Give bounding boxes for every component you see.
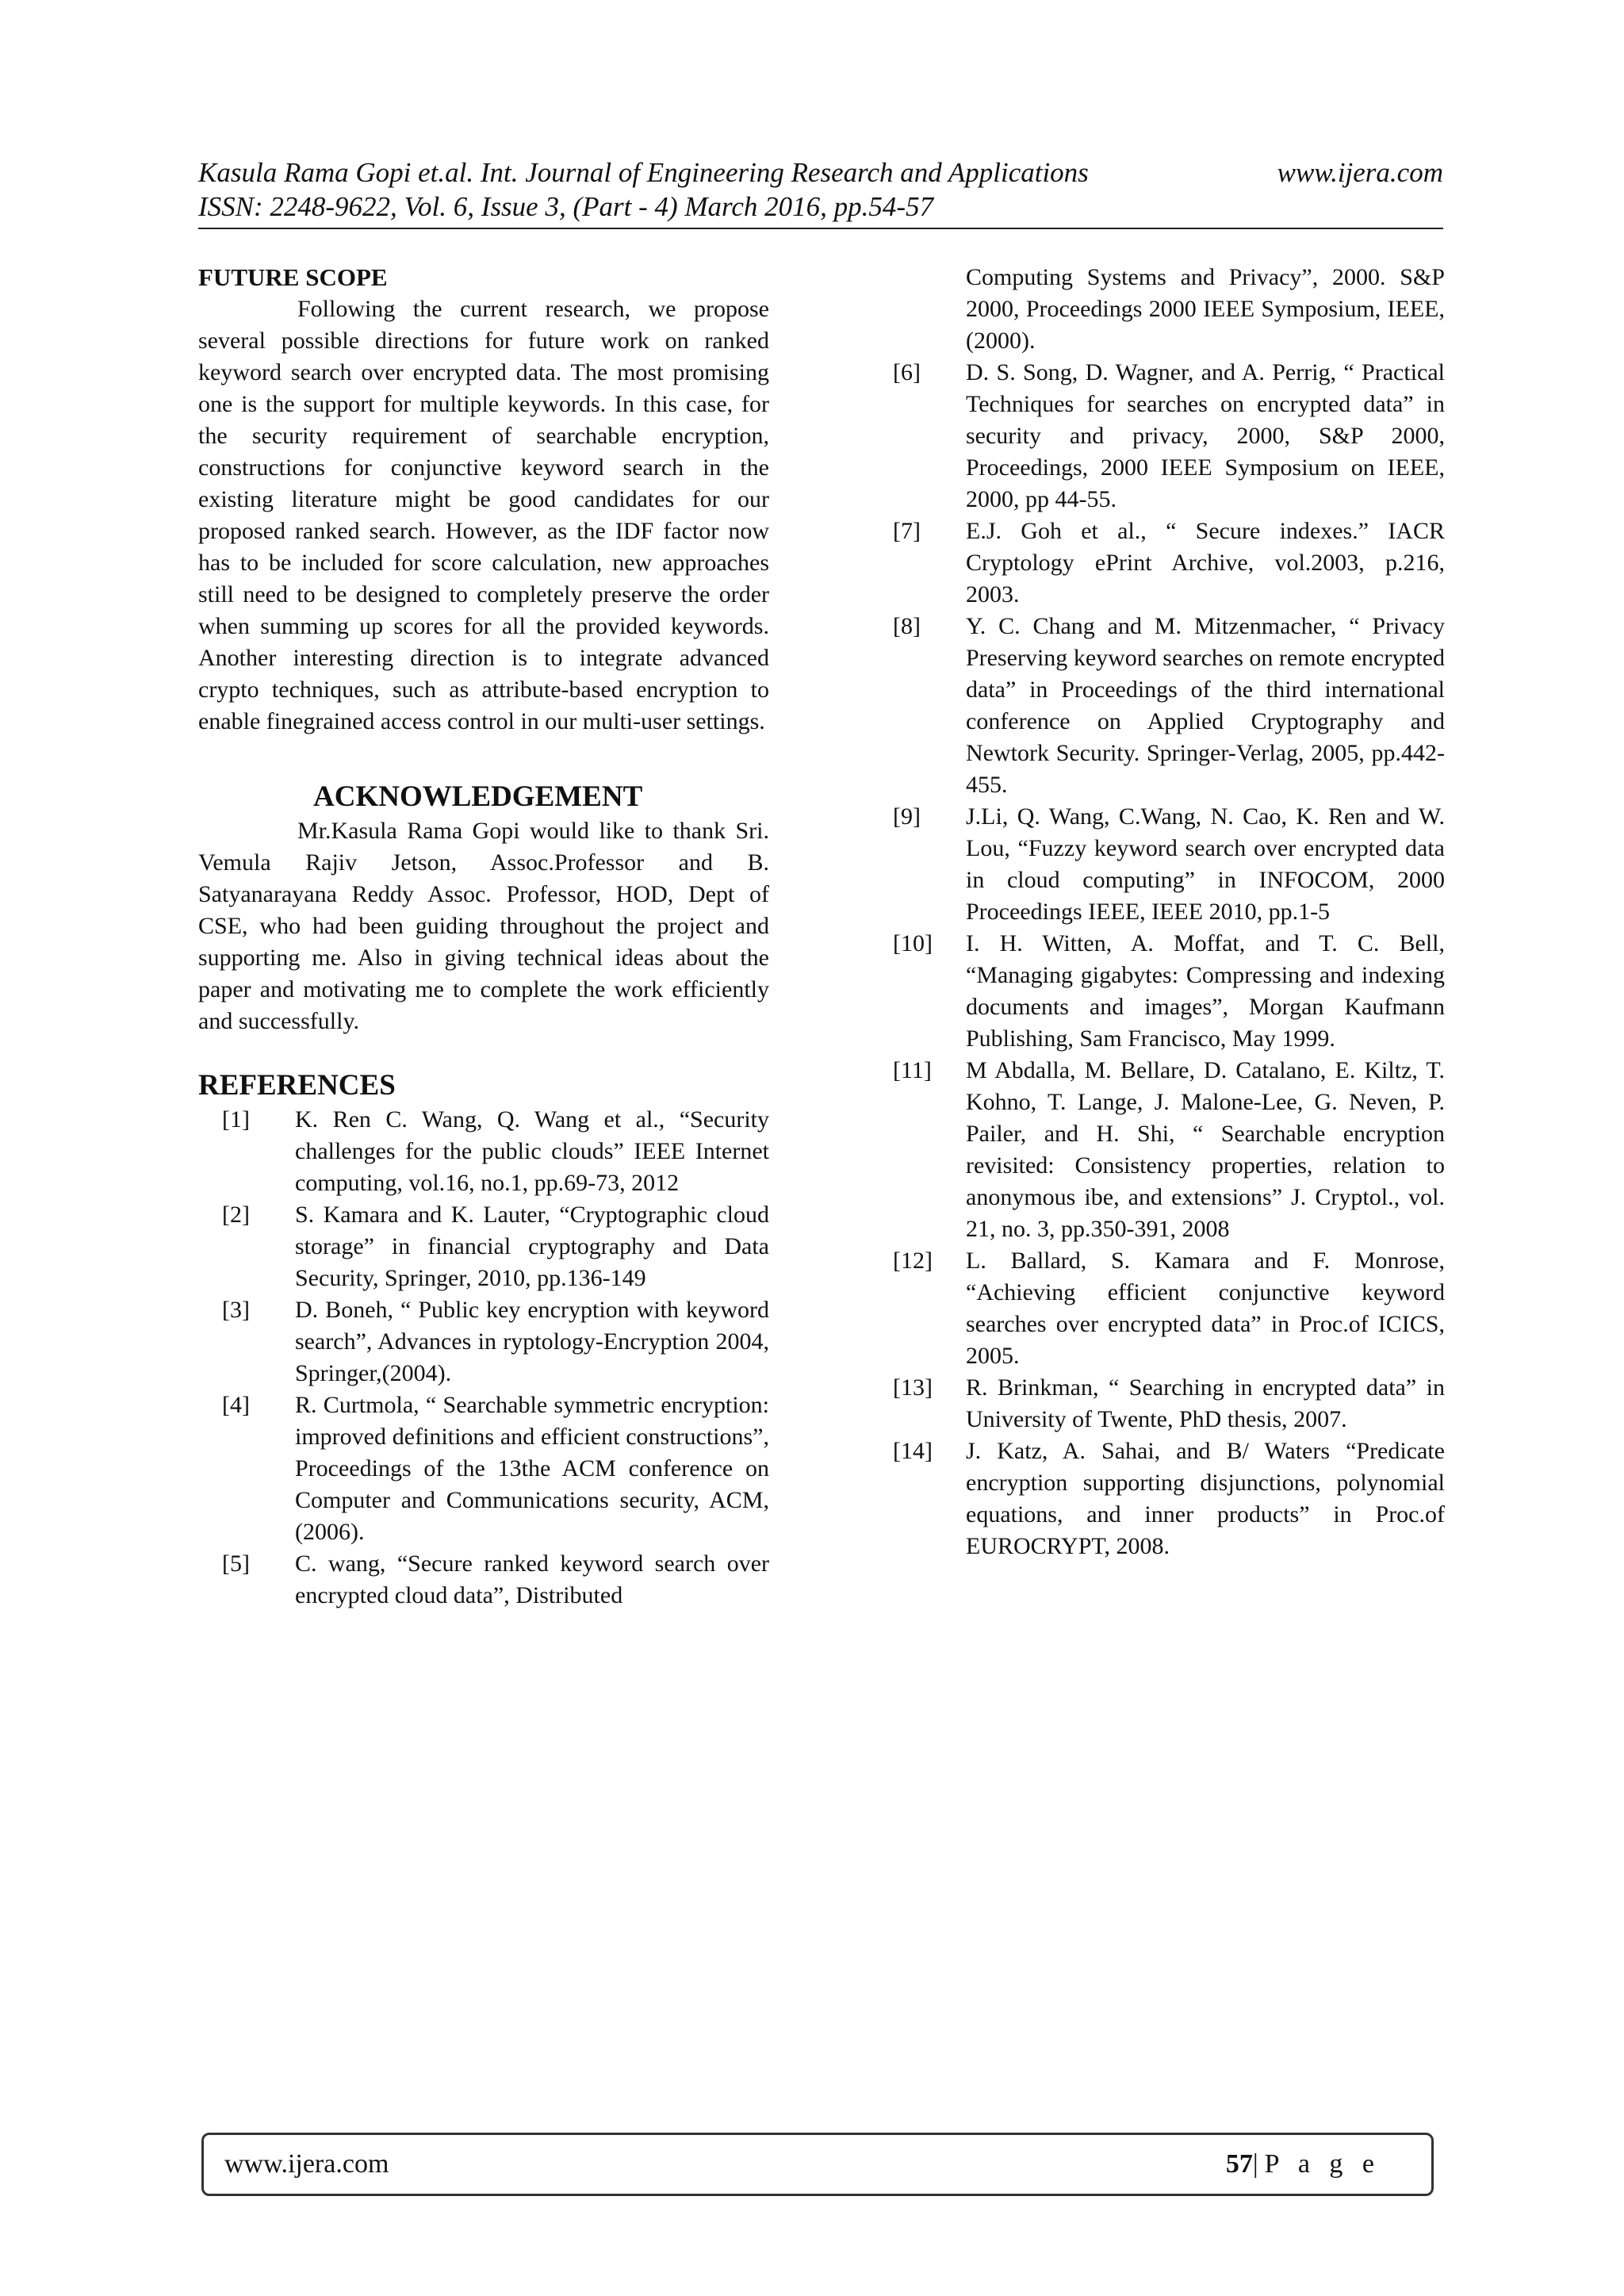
reference-number: [5] <box>222 1550 250 1577</box>
reference-text: M Abdalla, M. Bellare, D. Catalano, E. Kiltz, T. Kohno, T. Lange, J. Malone-Lee, G. Neven, P. Pailer, and H. Shi, “ Searchable encryption revisited: Consistency properties, relation to anonymous ibe, and extensions” J. Cryptol., vol. 21, no. 3, pp.350-391, 2008 <box>966 1057 1445 1242</box>
reference-item <box>890 516 1445 611</box>
reference-text: J.Li, Q. Wang, C.Wang, N. Cao, K. Ren and W. Lou, “Fuzzy keyword search over encrypted data in cloud computing” in INFOCOM, 2000 Proceedings IEEE, IEEE 2010, pp.1-5 <box>966 803 1445 925</box>
future-scope-heading: FUTURE SCOPE <box>198 263 388 291</box>
reference-number: [2] <box>222 1202 250 1228</box>
reference-number: [12] <box>893 1248 933 1274</box>
reference-text: R. Brinkman, “ Searching in encrypted data” in University of Twente, PhD thesis, 2007. <box>966 1374 1445 1432</box>
reference-text: C. wang, “Secure ranked keyword search over encrypted cloud data”, Distributed <box>295 1550 769 1608</box>
acknowledgement-body: Mr.Kasula Rama Gopi would like to thank Sri. Vemula Rajiv Jetson, Assoc.Professor and B. Satyanarayana Reddy Assoc. Professor, HOD, Dept of CSE, who had been guiding throughout the project and supporting me. Also in giving technical ideas about the paper and motivating me to complete the work efficiently and successfully. <box>198 818 769 1034</box>
reference-text: S. Kamara and K. Lauter, “Cryptographic cloud storage” in financial cryptography and Data Security, Springer, 2010, pp.136-149 <box>295 1202 769 1291</box>
reference-item <box>198 1294 769 1389</box>
page-number <box>1226 2149 1381 2179</box>
reference-number: [10] <box>893 930 933 956</box>
reference-text: E.J. Goh et al., “ Secure indexes.” IACR Cryptology ePrint Archive, vol.2003, p.216, 2003. <box>966 518 1445 608</box>
reference-item <box>890 1055 1445 1245</box>
journal-citation: Kasula Rama Gopi et.al. Int. Journal of Engineering Research and Applications <box>198 157 1089 188</box>
reference-text: D. S. Song, D. Wagner, and A. Perrig, “ Practical Techniques for searches on encrypted data” in security and privacy, 2000, S&P 2000, Proceedings, 2000 IEEE Symposium on IEEE, 2000, pp 44-55. <box>966 359 1445 512</box>
header-rule <box>198 228 1443 229</box>
page-label: |P a g e <box>1252 2149 1381 2179</box>
page-number-value: 57 <box>1225 2149 1253 2179</box>
reference-number: [6] <box>893 359 921 385</box>
reference-item <box>890 1245 1445 1372</box>
journal-url: www.ijera.com <box>1277 157 1443 188</box>
reference-item <box>198 1104 769 1199</box>
reference-number: [11] <box>893 1057 932 1083</box>
reference-item <box>198 1389 769 1548</box>
reference-number: [13] <box>893 1374 933 1401</box>
reference-number: [9] <box>893 803 921 830</box>
reference-text: J. Katz, A. Sahai, and B/ Waters “Predicate encryption supporting disjunctions, polynomial equations, and inner products” in Proc.of EUROCRYPT, 2008. <box>966 1438 1445 1559</box>
reference-text: K. Ren C. Wang, Q. Wang et al., “Security challenges for the public clouds” IEEE Internet computing, vol.16, no.1, pp.69-73, 2012 <box>295 1106 769 1196</box>
reference-text: R. Curtmola, “ Searchable symmetric encryption: improved definitions and efficient constructions”, Proceedings of the 13the ACM conference on Computer and Communications security, ACM, (2006). <box>295 1392 769 1545</box>
references-heading: REFERENCES <box>198 1069 396 1102</box>
reference-5-continuation: Computing Systems and Privacy”, 2000. S&P 2000, Proceedings 2000 IEEE Symposium, IEEE, (2000). <box>966 264 1445 354</box>
running-header <box>198 155 1443 224</box>
reference-text: I. H. Witten, A. Moffat, and T. C. Bell, “Managing gigabytes: Compressing and indexing documents and images”, Morgan Kaufmann Publishing, Sam Francisco, May 1999. <box>966 930 1445 1052</box>
reference-item <box>890 611 1445 801</box>
reference-list-right <box>890 357 1445 1562</box>
header-line-2 <box>198 190 1443 224</box>
reference-text: L. Ballard, S. Kamara and F. Monrose, “Achieving efficient conjunctive keyword searches over encrypted data” in Proc.of ICICS, 2005. <box>966 1248 1445 1369</box>
issn-info: ISSN: 2248-9622, Vol. 6, Issue 3, (Part - 4) March 2016, pp.54-57 <box>198 191 934 222</box>
left-column <box>198 262 769 1612</box>
page-footer <box>201 2133 1434 2196</box>
reference-item <box>890 801 1445 928</box>
footer-url: www.ijera.com <box>224 2149 389 2179</box>
acknowledgement-heading: ACKNOWLEDGEMENT <box>313 780 643 813</box>
reference-text: D. Boneh, “ Public key encryption with keyword search”, Advances in ryptology-Encryption 2004, Springer,(2004). <box>295 1297 769 1386</box>
right-column <box>890 262 1445 1562</box>
reference-number: [7] <box>893 518 921 544</box>
reference-number: [8] <box>893 613 921 639</box>
reference-item <box>198 1548 769 1612</box>
header-line-1 <box>198 155 1443 190</box>
reference-item <box>890 1372 1445 1435</box>
reference-item <box>890 357 1445 516</box>
reference-list-left <box>198 1104 769 1612</box>
reference-item <box>890 928 1445 1055</box>
reference-number: [14] <box>893 1438 933 1464</box>
reference-text: Y. C. Chang and M. Mitzenmacher, “ Privacy Preserving keyword searches on remote encrypted data” in Proceedings of the third international conference on Applied Cryptography and Newtork Security. Springer-Verlag, 2005, pp.442-455. <box>966 613 1445 798</box>
reference-number: [4] <box>222 1392 250 1418</box>
reference-item <box>198 1199 769 1294</box>
reference-number: [3] <box>222 1297 250 1323</box>
reference-number: [1] <box>222 1106 250 1133</box>
future-scope-body: Following the current research, we propose several possible directions for future work on ranked keyword search over encrypted data. The most promising one is the support for multiple keywords. In this case, for the security requirement of searchable encryption, constructions for conjunctive keyword search in the existing literature might be good candidates for our proposed ranked search. However, as the IDF factor now has to be included for score calculation, new approaches still need to be designed to completely preserve the order when summing up scores for all the provided keywords. Another interesting direction is to integrate advanced crypto techniques, such as attribute-based encryption to enable finegrained access control in our multi-user settings. <box>198 296 769 734</box>
reference-item <box>890 1435 1445 1562</box>
